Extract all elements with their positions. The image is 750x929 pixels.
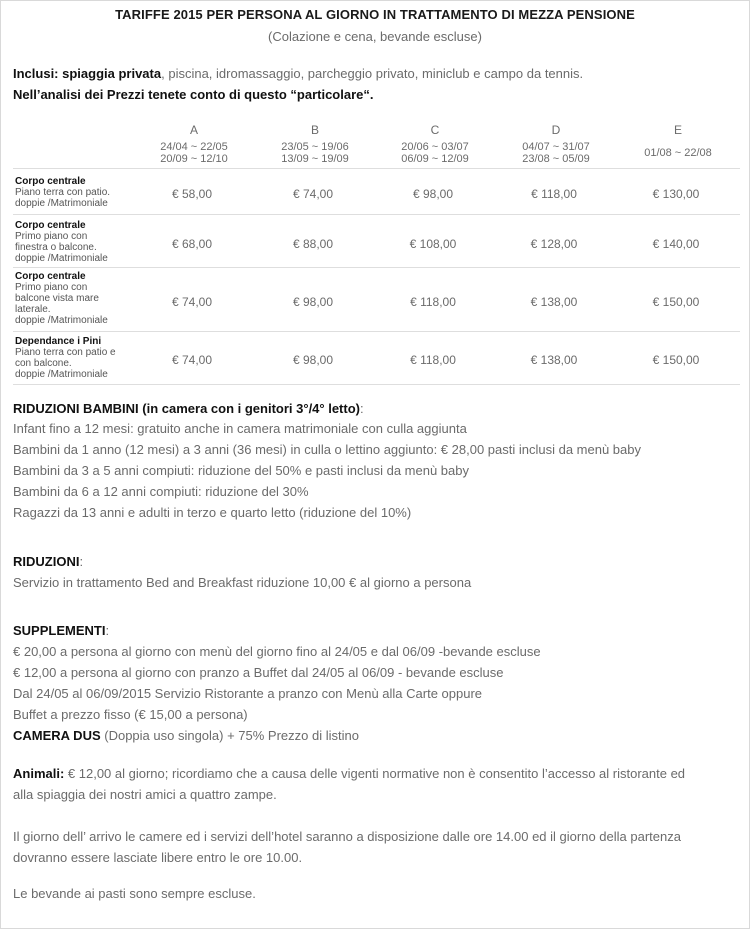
arrivo-line: Il giorno dell’ arrivo le camere ed i servizi dell’hotel saranno a disposizione dalle ore 14.00 ed il giorno della partenza: [13, 829, 681, 844]
col-date-line: 06/09 ~ 12/09: [401, 153, 469, 165]
room-desc-line: finestra o balcone.: [15, 242, 97, 253]
price-cell: € 118,00: [531, 187, 577, 201]
table-divider: [13, 168, 740, 169]
price-cell: € 98,00: [292, 295, 334, 309]
room-desc-line: Piano terra con patio e: [15, 347, 116, 358]
supplementi-heading-text: SUPPLEMENTI: [13, 623, 106, 638]
inclusi-line: [13, 66, 583, 81]
bambini-item: Bambini da 1 anno (12 mesi) a 3 anni (36 mesi) in culla o lettino aggiunto: € 28,00 pasti inclusi da menù baby: [13, 442, 641, 457]
animali-label: Animali:: [13, 766, 65, 781]
table-divider: [13, 384, 740, 385]
room-name: Corpo centrale: [15, 271, 86, 282]
table-divider: [13, 214, 740, 215]
room-desc-line: doppie /Matrimoniale: [15, 253, 108, 264]
col-letter-d: D: [551, 123, 561, 137]
heading-colon: :: [105, 623, 110, 638]
price-cell: € 118,00: [410, 353, 456, 367]
camera-dus-line: [13, 728, 359, 743]
price-cell: € 98,00: [292, 353, 334, 367]
price-cell: € 74,00: [171, 295, 213, 309]
bevande-note: Le bevande ai pasti sono sempre escluse.: [13, 886, 256, 901]
price-cell: € 74,00: [292, 187, 334, 201]
supplementi-item: Dal 24/05 al 06/09/2015 Servizio Ristorante a pranzo con Menù alla Carte oppure: [13, 686, 483, 701]
price-cell: € 130,00: [652, 187, 700, 201]
col-date-line: 23/08 ~ 05/09: [522, 153, 590, 165]
room-desc-line: laterale.: [15, 304, 51, 315]
col-dates-a: [129, 141, 259, 165]
room-desc-line: balcone vista mare: [15, 293, 99, 304]
price-cell: € 138,00: [530, 295, 578, 309]
price-cell: € 58,00: [171, 187, 213, 201]
col-date-line: 20/09 ~ 12/10: [160, 153, 228, 165]
supplementi-heading: [13, 623, 109, 638]
col-dates-b: [250, 141, 380, 165]
col-dates-e: [613, 147, 743, 159]
price-note: Nell’analisi dei Prezzi tenete conto di questo “particolare“.: [13, 87, 374, 102]
bambini-item: Bambini da 3 a 5 anni compiuti: riduzione del 50% e pasti inclusi da menù baby: [13, 463, 469, 478]
animali-line-2: alla spiaggia dei nostri amici a quattro zampe.: [13, 787, 277, 802]
room-desc-line: doppie /Matrimoniale: [15, 198, 108, 209]
inclusi-list: , piscina, idromassaggio, parcheggio privato, miniclub e campo da tennis.: [161, 66, 584, 81]
price-cell: € 128,00: [530, 237, 578, 251]
bambini-item: Bambini da 6 a 12 anni compiuti: riduzione del 30%: [13, 484, 309, 499]
room-desc-line: doppie /Matrimoniale: [15, 369, 108, 380]
bambini-heading-text: RIDUZIONI BAMBINI (in camera con i genitori 3°/4° letto): [13, 401, 360, 416]
price-cell: € 140,00: [652, 237, 700, 251]
col-date-line: 01/08 ~ 22/08: [644, 147, 712, 159]
col-date-line: 13/09 ~ 19/09: [281, 153, 349, 165]
room-desc-line: Piano terra con patio.: [15, 187, 111, 198]
camera-dus-label: CAMERA DUS: [13, 728, 101, 743]
supplementi-item: € 20,00 a persona al giorno con menù del giorno fino al 24/05 e dal 06/09 -bevande escluse: [13, 644, 541, 659]
col-letter-e: E: [673, 123, 682, 137]
bambini-item: Ragazzi da 13 anni e adulti in terzo e quarto letto (riduzione del 10%): [13, 505, 412, 520]
price-cell: € 74,00: [171, 353, 213, 367]
room-name: Dependance i Pini: [15, 336, 102, 347]
price-cell: € 88,00: [292, 237, 334, 251]
animali-line: [13, 766, 685, 781]
col-date-line: 20/06 ~ 03/07: [401, 141, 469, 153]
room-label: [15, 176, 143, 209]
room-desc-line: Primo piano con: [15, 282, 88, 293]
price-cell: € 150,00: [652, 353, 700, 367]
price-cell: € 98,00: [412, 187, 454, 201]
col-date-line: 24/04 ~ 22/05: [160, 141, 228, 153]
col-letter-b: B: [310, 123, 319, 137]
room-name: Corpo centrale: [15, 220, 86, 231]
supplementi-item: Buffet a prezzo fisso (€ 15,00 a persona): [13, 707, 248, 722]
riduzioni-heading: [13, 554, 83, 569]
col-letter-c: C: [430, 123, 440, 137]
price-cell: € 138,00: [530, 353, 578, 367]
animali-text: € 12,00 al giorno; ricordiamo che a causa delle vigenti normative non è consentito l’accesso al ristorante ed: [64, 766, 686, 781]
room-label: [15, 220, 143, 264]
price-cell: € 108,00: [409, 237, 457, 251]
page-title: TARIFFE 2015 PER PERSONA AL GIORNO IN TRATTAMENTO DI MEZZA PENSIONE: [115, 7, 635, 22]
room-desc-line: Primo piano con: [15, 231, 88, 242]
room-label: [15, 271, 143, 326]
riduzioni-text: Servizio in trattamento Bed and Breakfast riduzione 10,00 € al giorno a persona: [13, 575, 472, 590]
supplementi-item: € 12,00 a persona al giorno con pranzo a Buffet dal 24/05 al 06/09 - bevande escluse: [13, 665, 504, 680]
col-dates-c: [370, 141, 500, 165]
room-desc-line: con balcone.: [15, 358, 72, 369]
col-letter-a: A: [189, 123, 198, 137]
riduzioni-heading-text: RIDUZIONI: [13, 554, 80, 569]
arrivo-line-2: dovranno essere lasciate libere entro le ore 10.00.: [13, 850, 303, 865]
price-cell: € 150,00: [652, 295, 700, 309]
table-divider: [13, 331, 740, 332]
heading-colon: :: [79, 554, 84, 569]
bambini-item: Infant fino a 12 mesi: gratuito anche in camera matrimoniale con culla aggiunta: [13, 421, 467, 436]
room-label: [15, 336, 143, 380]
heading-colon: :: [360, 401, 364, 416]
col-date-line: 04/07 ~ 31/07: [522, 141, 590, 153]
camera-dus-text: (Doppia uso singola) + 75% Prezzo di listino: [100, 728, 359, 743]
col-date-line: 23/05 ~ 19/06: [281, 141, 349, 153]
col-dates-d: [491, 141, 621, 165]
inclusi-label: Inclusi: spiaggia privata: [13, 66, 162, 81]
room-name: Corpo centrale: [15, 176, 86, 187]
price-cell: € 118,00: [410, 295, 456, 309]
page-subtitle: (Colazione e cena, bevande escluse): [268, 29, 482, 44]
table-divider: [13, 267, 740, 268]
bambini-heading: [13, 401, 364, 416]
room-desc-line: doppie /Matrimoniale: [15, 315, 108, 326]
price-cell: € 68,00: [171, 237, 213, 251]
